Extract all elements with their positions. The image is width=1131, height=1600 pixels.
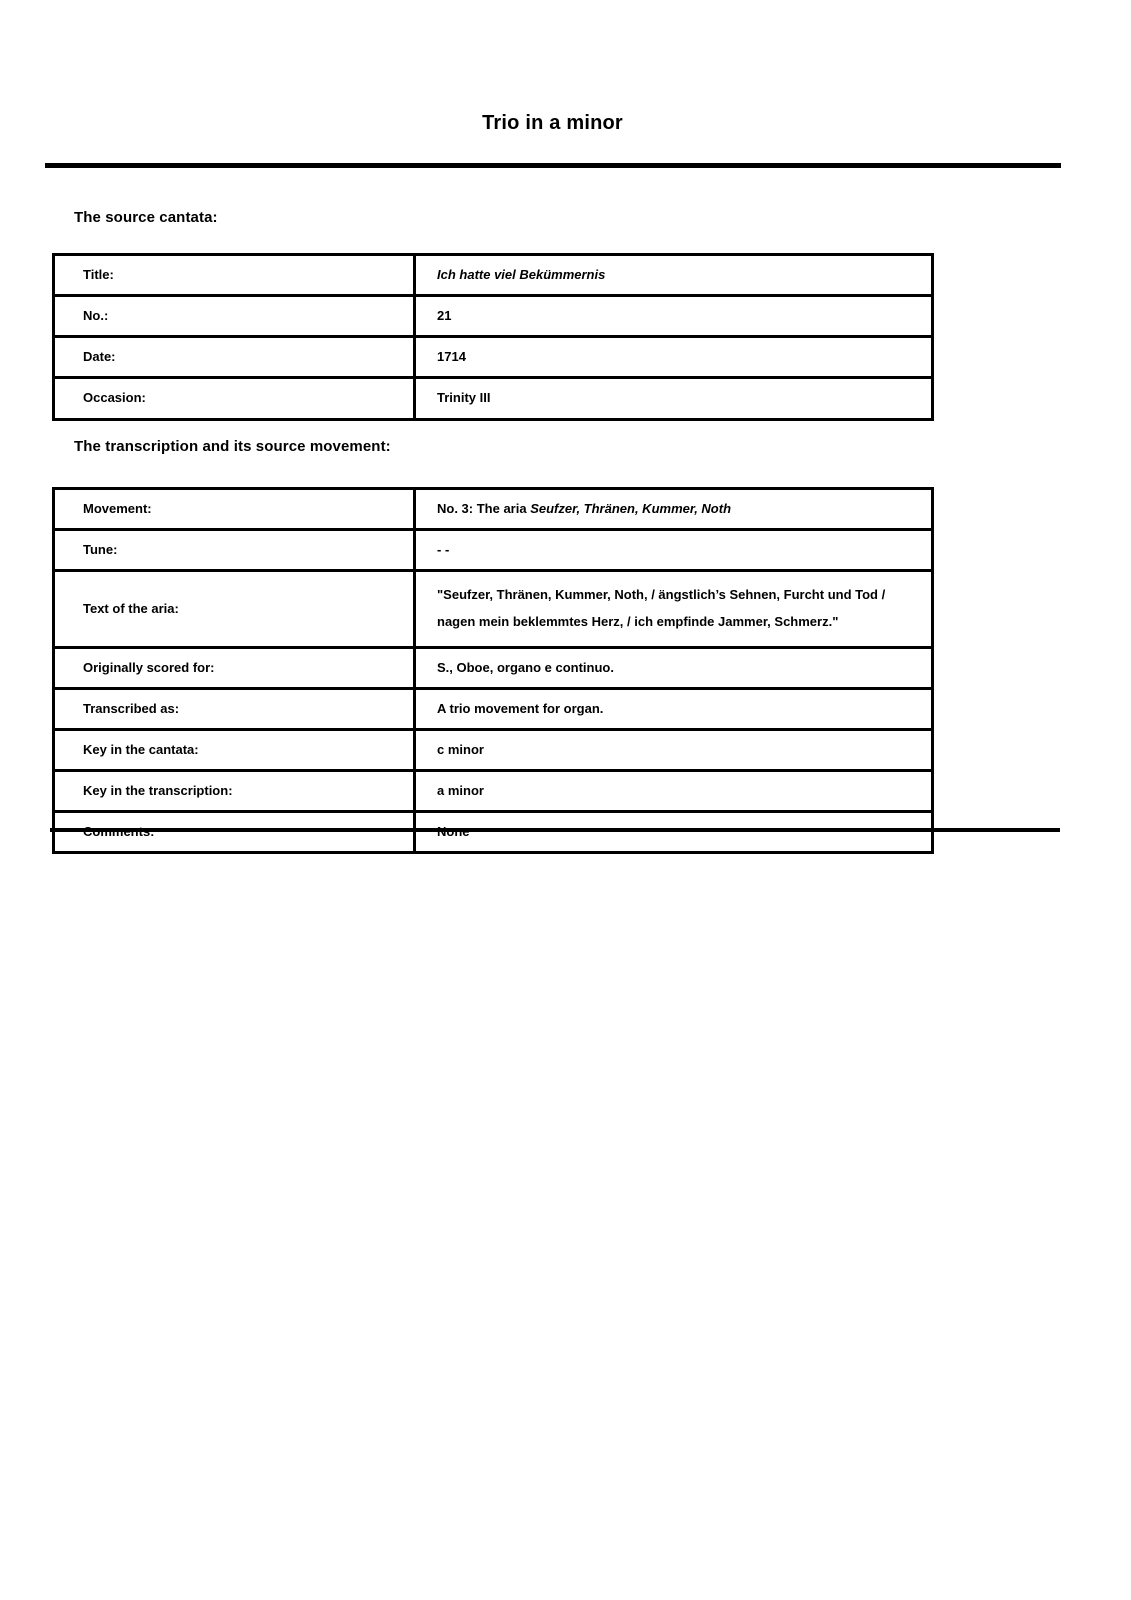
row-label-originally-scored-for: Originally scored for: — [54, 647, 415, 688]
row-value-key-in-transcription: a minor — [415, 770, 933, 811]
movement-aria-italic: Seufzer, Thränen, Kummer, Noth — [530, 501, 732, 516]
table-row — [54, 296, 933, 337]
table-row — [54, 255, 933, 296]
row-label-movement: Movement: — [54, 489, 415, 530]
table-row — [54, 530, 933, 571]
row-label-tune: Tune: — [54, 530, 415, 571]
row-value-comments — [415, 812, 933, 853]
table-row — [54, 489, 933, 530]
row-label-no: No.: — [54, 296, 415, 337]
movement-prefix: No. 3: The aria — [437, 501, 531, 516]
section-heading-transcription: The transcription and its source movement: — [74, 438, 391, 455]
table-row — [54, 647, 933, 688]
page-title: Trio in a minor — [482, 112, 623, 134]
table-row — [54, 729, 933, 770]
source-cantata-table — [52, 253, 934, 421]
row-value-transcribed-as: A trio movement for organ. — [415, 688, 933, 729]
row-value-key-in-cantata: c minor — [415, 729, 933, 770]
row-value-movement — [415, 489, 933, 530]
table-row — [54, 812, 933, 853]
row-value-tune: - - — [415, 530, 933, 571]
footer-divider-rule — [50, 828, 1060, 832]
row-value-text-of-aria — [415, 571, 933, 647]
row-value-occasion: Trinity III — [415, 378, 933, 419]
row-value-date: 1714 — [415, 337, 933, 378]
row-label-transcribed-as: Transcribed as: — [54, 688, 415, 729]
table-row — [54, 571, 933, 647]
row-label-occasion: Occasion: — [54, 378, 415, 419]
aria-text-line-2: nagen mein beklemmtes Herz, / ich empfinde Jammer, Schmerz." — [437, 614, 839, 630]
section-heading-source-cantata: The source cantata: — [74, 209, 218, 226]
row-value-title — [415, 255, 933, 296]
row-value-no: 21 — [415, 296, 933, 337]
row-label-key-in-cantata: Key in the cantata: — [54, 729, 415, 770]
header-divider-rule — [45, 163, 1061, 168]
table-row — [54, 378, 933, 419]
aria-text-line-1: "Seufzer, Thränen, Kummer, Noth, / ängstlich’s Sehnen, Furcht und Tod / — [437, 587, 886, 603]
row-label-comments — [54, 812, 415, 853]
row-label-text-of-aria: Text of the aria: — [54, 571, 415, 647]
row-label-key-in-transcription: Key in the transcription: — [54, 770, 415, 811]
table-row — [54, 770, 933, 811]
row-label-date: Date: — [54, 337, 415, 378]
cantata-title-italic: Ich hatte viel Bekümmernis — [437, 267, 606, 282]
row-value-originally-scored-for: S., Oboe, organo e continuo. — [415, 647, 933, 688]
row-label-title: Title: — [54, 255, 415, 296]
table-row — [54, 688, 933, 729]
transcription-table — [52, 487, 934, 854]
table-row — [54, 337, 933, 378]
